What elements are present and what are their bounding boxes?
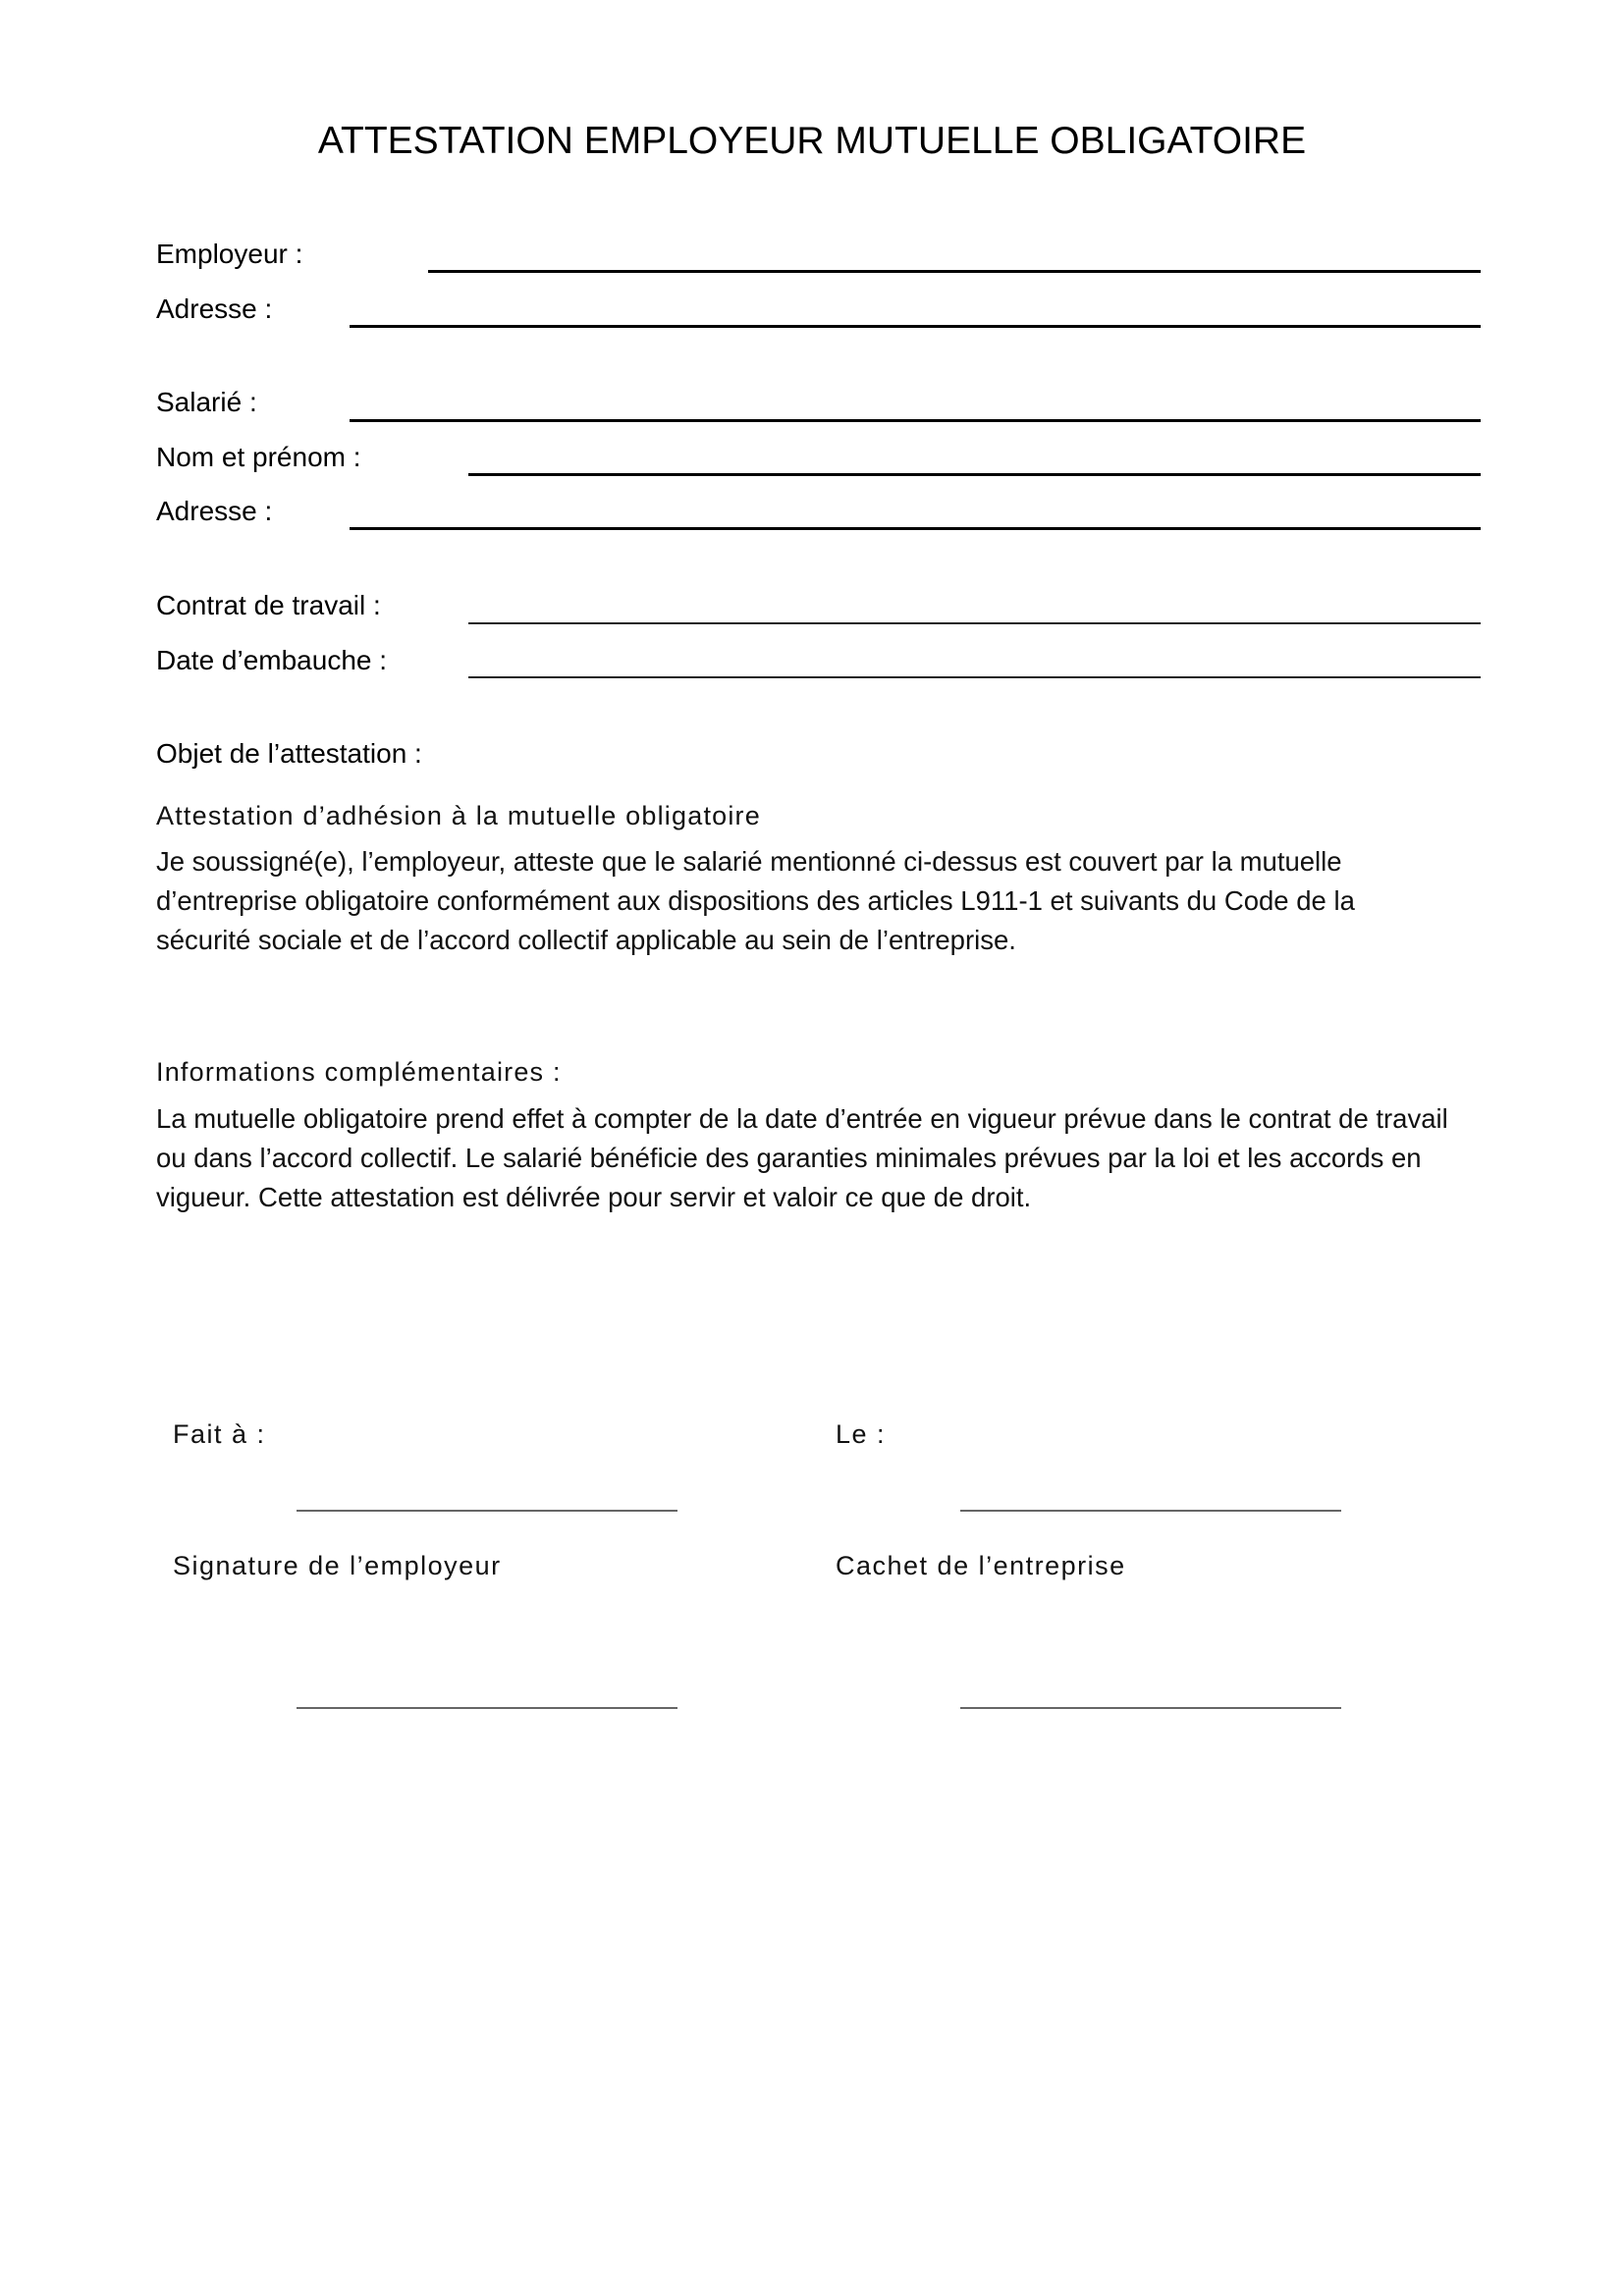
salarie-adresse-field-line[interactable] <box>350 527 1481 530</box>
fait-a-field-line[interactable] <box>297 1510 677 1512</box>
employeur-field-line[interactable] <box>428 270 1481 273</box>
date-embauche-label: Date d’embauche : <box>156 645 388 675</box>
paragraph-line: sécurité sociale et de l’accord collectif applicable au sein de l’entreprise. <box>156 925 1016 955</box>
signature-employeur-line[interactable] <box>297 1707 677 1709</box>
attestation-heading: Attestation d’adhésion à la mutuelle obligatoire <box>156 801 761 830</box>
salarie-adresse-label: Adresse : <box>156 496 273 526</box>
salarie-field-line[interactable] <box>350 419 1481 422</box>
cachet-entreprise-label: Cachet de l’entreprise <box>836 1551 1126 1580</box>
paragraph-line: ou dans l’accord collectif. Le salarié bénéficie des garanties minimales prévues par la loi et les accords en <box>156 1143 1422 1173</box>
paragraph-line: d’entreprise obligatoire conformément aux dispositions des articles L911-1 et suivants du Code de la <box>156 885 1355 916</box>
date-label: Le : <box>836 1419 887 1449</box>
date-field-line[interactable] <box>960 1510 1341 1512</box>
cachet-entreprise-line[interactable] <box>960 1707 1341 1709</box>
nom-prenom-field-line[interactable] <box>468 473 1481 476</box>
contrat-field-line[interactable] <box>468 622 1481 624</box>
fait-a-label: Fait à : <box>173 1419 266 1449</box>
date-embauche-field-line[interactable] <box>468 676 1481 678</box>
salarie-label: Salarié : <box>156 387 257 417</box>
employeur-label: Employeur : <box>156 239 303 269</box>
document-title: ATTESTATION EMPLOYEUR MUTUELLE OBLIGATOIRE <box>317 120 1307 162</box>
paragraph-line: vigueur. Cette attestation est délivrée pour servir et valoir ce que de droit. <box>156 1182 1032 1212</box>
objet-label: Objet de l’attestation : <box>156 738 422 769</box>
attestation-paragraph <box>156 842 1491 960</box>
informations-paragraph <box>156 1099 1491 1217</box>
paragraph-line: Je soussigné(e), l’employeur, atteste que le salarié mentionné ci-dessus est couvert par la mutuelle <box>156 846 1342 877</box>
employeur-adresse-label: Adresse : <box>156 294 273 324</box>
informations-heading: Informations complémentaires : <box>156 1057 562 1087</box>
signature-employeur-label: Signature de l’employeur <box>173 1551 502 1580</box>
nom-prenom-label: Nom et prénom : <box>156 442 361 472</box>
contrat-label: Contrat de travail : <box>156 590 381 620</box>
employeur-adresse-field-line[interactable] <box>350 325 1481 328</box>
paragraph-line: La mutuelle obligatoire prend effet à compter de la date d’entrée en vigueur prévue dans le contrat de travail <box>156 1103 1448 1134</box>
